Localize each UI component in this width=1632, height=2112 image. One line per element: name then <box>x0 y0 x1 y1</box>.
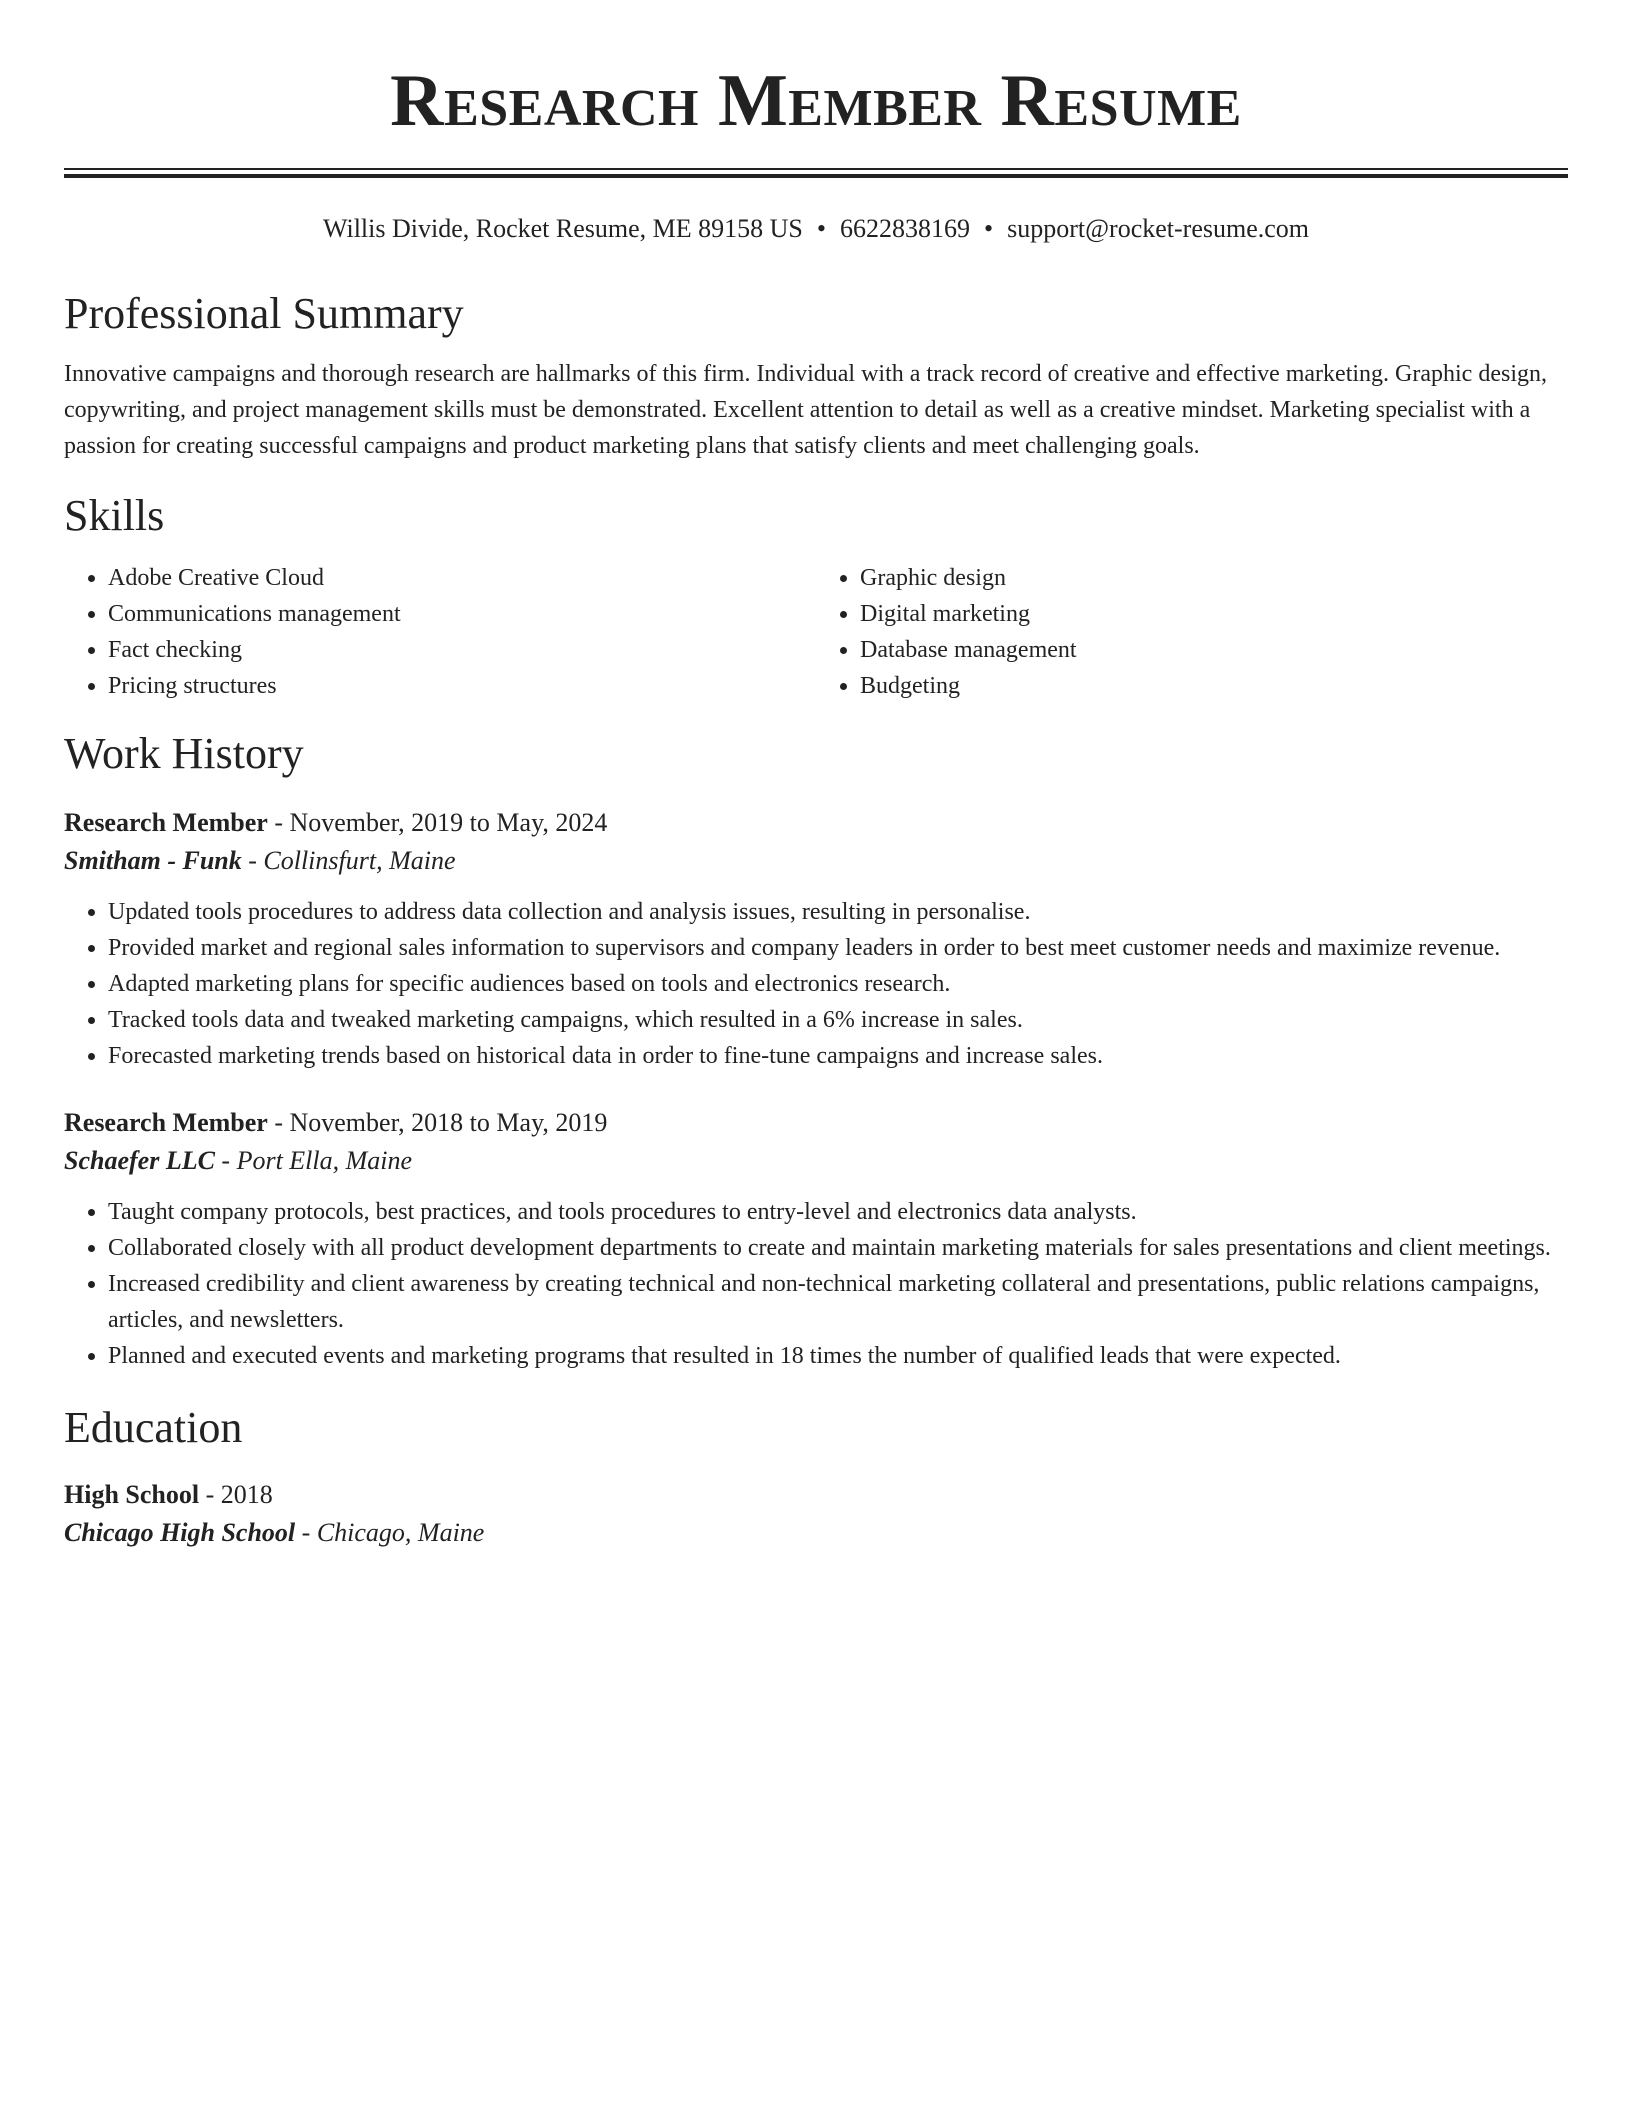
skill-item: • Communications management <box>108 596 816 632</box>
job-bullet: • Collaborated closely with all product development departments to create and maintain marketing materials for sales presentations and client meetings. <box>108 1230 1568 1266</box>
contact-separator: • <box>984 214 994 243</box>
job-company-line <box>64 842 1568 880</box>
job-bullet: • Updated tools procedures to address data collection and analysis issues, resulting in personalise. <box>108 894 1568 930</box>
job-entry <box>64 1104 1568 1374</box>
contact-phone: 6622838169 <box>840 214 970 243</box>
contact-line <box>64 212 1568 246</box>
skill-item: • Graphic design <box>860 560 1568 596</box>
contact-address: Willis Divide, Rocket Resume, ME 89158 US <box>322 214 803 243</box>
summary-heading: Professional Summary <box>64 289 464 338</box>
resume-page <box>64 0 1568 1552</box>
work-history-heading: Work History <box>64 729 304 778</box>
education-degree-line <box>64 1476 1568 1514</box>
job-bullet: • Forecasted marketing trends based on historical data in order to fine-tune campaigns and increase sales. <box>108 1038 1568 1074</box>
skills-list-right <box>816 560 1568 704</box>
job-title-line <box>64 1104 1568 1142</box>
job-bullet: • Taught company protocols, best practices, and tools procedures to entry-level and electronics data analysts. <box>108 1194 1568 1230</box>
education-entry <box>64 1476 1568 1552</box>
job-bullet: • Provided market and regional sales information to supervisors and company leaders in order to best meet customer needs and maximize revenue. <box>108 930 1568 966</box>
education-location: - Chicago, Maine <box>295 1518 485 1547</box>
job-entry <box>64 804 1568 1074</box>
skill-item: • Fact checking <box>108 632 816 668</box>
skills-heading: Skills <box>64 491 165 540</box>
summary-text: Innovative campaigns and thorough research are hallmarks of this firm. Individual with a track record of creative and effective marketing. Graphic design, copywriting, and project management skills must be demonstrated. Excellent attention to detail as well as a creative mindset. Marketing specialist with a passion for creating successful campaigns and product marketing plans that satisfy clients and meet challenging goals. <box>64 361 1547 459</box>
job-bullet: • Planned and executed events and marketing programs that resulted in 18 times the number of qualified leads that were expected. <box>108 1338 1568 1374</box>
job-bullet: • Tracked tools data and tweaked marketing campaigns, which resulted in a 6% increase in sales. <box>108 1002 1568 1038</box>
skill-item: • Adobe Creative Cloud <box>108 560 816 596</box>
job-dates: - November, 2018 to May, 2019 <box>267 1108 608 1137</box>
job-bullets <box>64 1194 1568 1374</box>
job-bullet: • Increased credibility and client awareness by creating technical and non-technical marketing collateral and presentations, public relations campaigns, articles, and newsletters. <box>108 1266 1568 1338</box>
education-school: Chicago High School <box>64 1518 296 1547</box>
skill-item: • Database management <box>860 632 1568 668</box>
job-bullet: • Adapted marketing plans for specific audiences based on tools and electronics research. <box>108 966 1568 1002</box>
skills-columns <box>64 560 1568 704</box>
skills-list-left <box>64 560 816 704</box>
job-location: - Port Ella, Maine <box>214 1146 413 1175</box>
title-double-rule <box>64 168 1568 178</box>
education-school-line <box>64 1514 1568 1552</box>
job-title-line <box>64 804 1568 842</box>
job-dates: - November, 2019 to May, 2024 <box>267 808 608 837</box>
job-company-line <box>64 1142 1568 1180</box>
contact-separator: • <box>816 214 826 243</box>
contact-email: support@rocket-resume.com <box>1007 214 1310 243</box>
education-year: - 2018 <box>199 1480 273 1509</box>
job-title: Research Member <box>64 1108 268 1137</box>
skill-item: • Digital marketing <box>860 596 1568 632</box>
resume-title: Research Member Resume <box>390 60 1242 142</box>
skill-item: • Budgeting <box>860 668 1568 704</box>
job-location: - Collinsfurt, Maine <box>241 846 456 875</box>
job-company: Schaefer LLC <box>64 1146 215 1175</box>
education-heading: Education <box>64 1403 243 1452</box>
job-bullets <box>64 894 1568 1074</box>
job-title: Research Member <box>64 808 268 837</box>
skill-item: • Pricing structures <box>108 668 816 704</box>
education-degree: High School <box>64 1480 200 1509</box>
job-company: Smitham - Funk <box>64 846 242 875</box>
